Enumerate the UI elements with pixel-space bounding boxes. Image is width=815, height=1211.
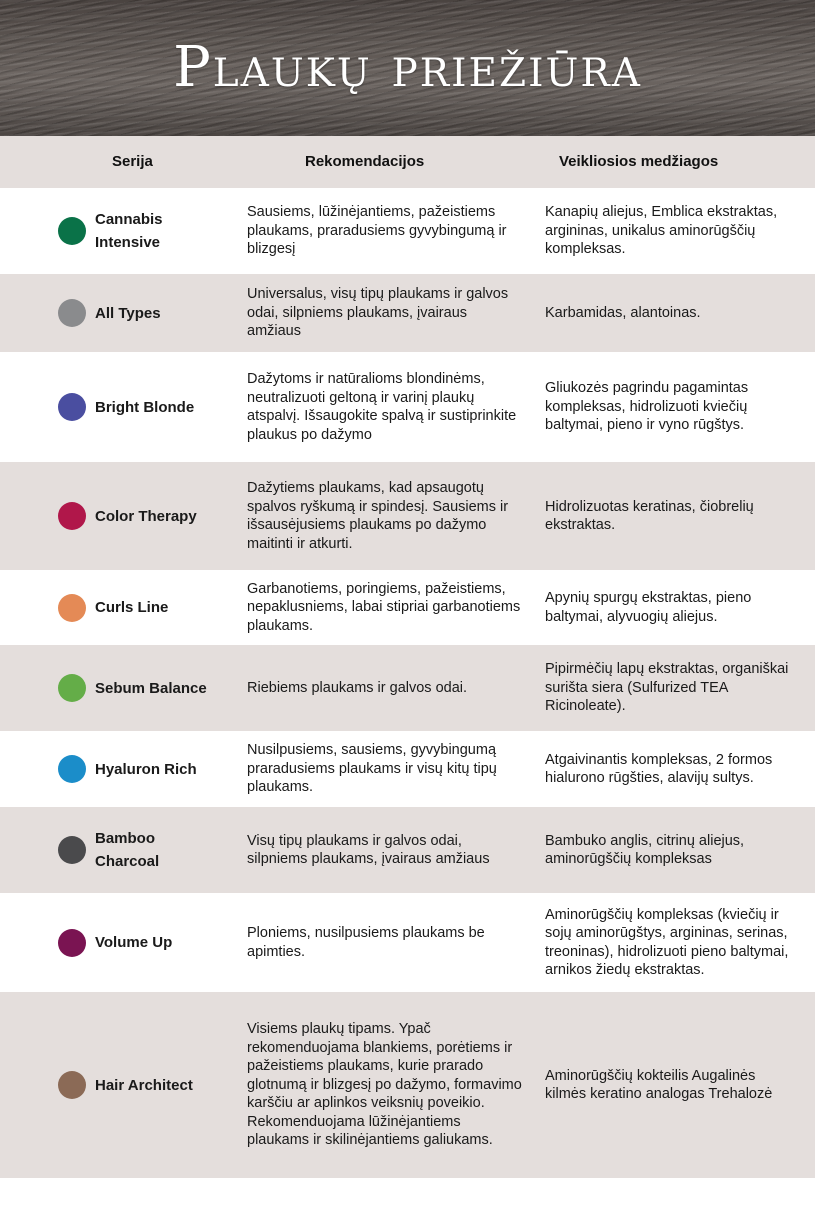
care-table <box>0 136 815 1178</box>
series-name: Curls Line <box>95 599 169 616</box>
ingredients-cell: Pipirmėčių lapų ekstraktas, organiškai surišta siera (Sulfurized TEA Ricinoleate). <box>543 645 815 731</box>
header-recommendations: Rekomendacijos <box>245 136 543 188</box>
series-cell <box>0 893 245 992</box>
series-color-dot <box>58 393 86 421</box>
recommendation-cell: Visų tipų plaukams ir galvos odai, silpniems plaukams, įvairaus amžiaus <box>245 807 543 893</box>
series-cell <box>0 352 245 462</box>
series-color-dot <box>58 1071 86 1099</box>
series-cell <box>0 645 245 731</box>
series-name: Volume Up <box>95 934 173 951</box>
series-name: Sebum Balance <box>95 679 207 697</box>
series-cell <box>0 188 245 274</box>
table-header-row <box>0 136 815 188</box>
table-row <box>0 462 815 570</box>
table-row <box>0 807 815 893</box>
recommendation-cell: Universalus, visų tipų plaukams ir galvos odai, silpniems plaukams, įvairaus amžiaus <box>245 274 543 352</box>
series-color-dot <box>58 594 86 622</box>
page-title: Plaukų priežiūra <box>173 35 642 100</box>
ingredients-cell: Bambuko anglis, citrinų aliejus, aminorūgščių kompleksas <box>543 807 815 893</box>
series-cell <box>0 992 245 1178</box>
series-cell <box>0 731 245 807</box>
series-color-dot <box>58 755 86 783</box>
series-name: All Types <box>95 304 161 322</box>
series-color-dot <box>58 836 86 864</box>
table-row <box>0 570 815 645</box>
recommendation-cell: Ploniems, nusilpusiems plaukams be apimties. <box>245 893 543 992</box>
series-cell <box>0 807 245 893</box>
header-series: Serija <box>0 136 245 188</box>
series-name: Hyaluron Rich <box>95 760 197 778</box>
series-name: Cannabis Intensive <box>95 211 163 251</box>
series-color-dot <box>58 674 86 702</box>
recommendation-cell: Sausiems, lūžinėjantiems, pažeistiems plaukams, praradusiems gyvybingumą ir blizgesį <box>245 188 543 274</box>
ingredients-cell: Apynių spurgų ekstraktas, pieno baltymai, alyvuogių aliejus. <box>543 570 815 645</box>
recommendation-cell: Dažytoms ir natūralioms blondinėms, neutralizuoti geltoną ir varinį plaukų atspalvį. Išsaugokite spalvą ir sustiprinkite plaukus po dažymo <box>245 352 543 462</box>
recommendation-cell: Garbanotiems, poringiems, pažeistiems, nepaklusniems, labai stipriai garbanotiems plaukams. <box>245 570 543 645</box>
recommendation-cell: Nusilpusiems, sausiems, gyvybingumą praradusiems plaukams ir visų kitų tipų plaukams. <box>245 731 543 807</box>
ingredients-cell: Kanapių aliejus, Emblica ekstraktas, argininas, unikalus aminorūgščių kompleksas. <box>543 188 815 274</box>
ingredients-cell: Atgaivinantis kompleksas, 2 formos hialurono rūgšties, alavijų sultys. <box>543 731 815 807</box>
series-name: Bright Blonde <box>95 398 195 416</box>
series-color-dot <box>58 299 86 327</box>
recommendation-cell: Visiems plaukų tipams. Ypač rekomenduojama blankiems, porėtiems ir pažeistiems plaukams, kurie prarado glotnumą ir blizgesį po dažymo, formavimo karščiu ar aplinkos veiksnių poveikio. Rekomenduojama lūžinėjantiems plaukams ir skilinėjantiems galiukams. <box>245 992 543 1178</box>
ingredients-cell: Hidrolizuotas keratinas, čiobrelių ekstraktas. <box>543 462 815 570</box>
series-name: Color Therapy <box>95 507 197 525</box>
series-cell <box>0 462 245 570</box>
table-row <box>0 352 815 462</box>
series-name: Hair Architect <box>95 1076 193 1094</box>
table-row <box>0 645 815 731</box>
series-name: Bamboo Charcoal <box>95 830 160 870</box>
ingredients-cell: Aminorūgščių kompleksas (kviečių ir sojų aminorūgštys, argininas, serinas, treoninas), hidrolizuoti pieno baltymai, arnikos žiedų ekstraktas. <box>543 893 815 992</box>
series-cell <box>0 570 245 645</box>
series-color-dot <box>58 217 86 245</box>
series-color-dot <box>58 929 86 957</box>
table-row <box>0 731 815 807</box>
recommendation-cell: Dažytiems plaukams, kad apsaugotų spalvos ryškumą ir spindesį. Sausiems ir išsausėjusiems plaukams po dažymo maitinti ir atkurti. <box>245 462 543 570</box>
table-row <box>0 992 815 1178</box>
recommendation-cell: Riebiems plaukams ir galvos odai. <box>245 645 543 731</box>
ingredients-cell: Karbamidas, alantoinas. <box>543 274 815 352</box>
hero-banner <box>0 0 815 136</box>
header-ingredients: Veikliosios medžiagos <box>543 136 815 188</box>
series-color-dot <box>58 502 86 530</box>
ingredients-cell: Gliukozės pagrindu pagamintas kompleksas, hidrolizuoti kviečių baltymai, pieno ir vyno rūgštys. <box>543 352 815 462</box>
series-cell <box>0 274 245 352</box>
table-row <box>0 274 815 352</box>
ingredients-cell: Aminorūgščių kokteilis Augalinės kilmės keratino analogas Trehalozė <box>543 992 815 1178</box>
table-row <box>0 188 815 274</box>
table-row <box>0 893 815 992</box>
